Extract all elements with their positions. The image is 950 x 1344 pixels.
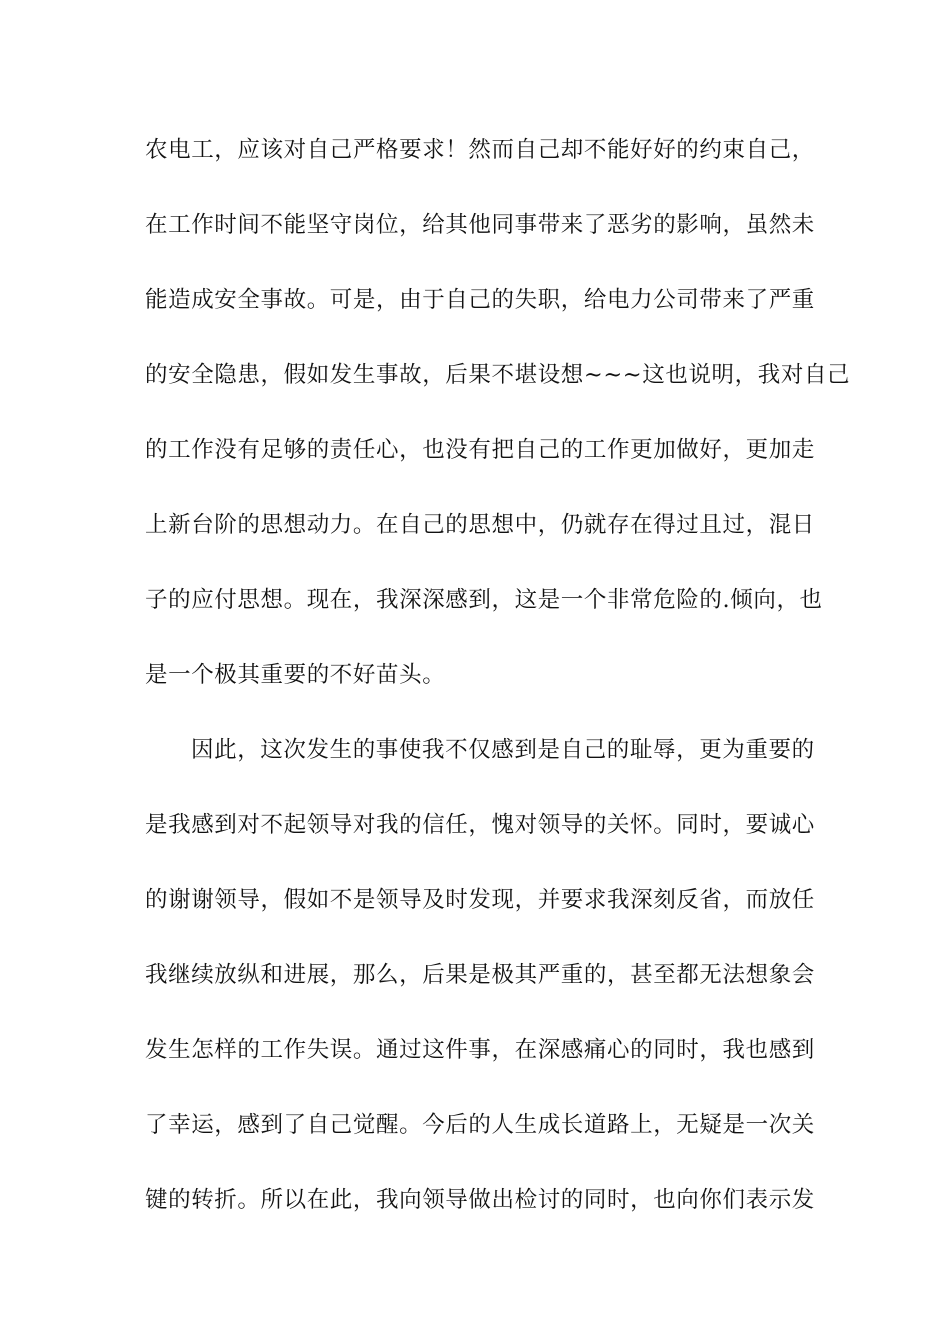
paragraph-2-line-4: 我继续放纵和进展，那么，后果是极其严重的，甚至都无法想象会 [145, 962, 815, 988]
document-body [145, 128, 851, 1253]
paragraph-1-line-3: 能造成安全事故。可是，由于自己的失职，给电力公司带来了严重 [145, 287, 815, 313]
paragraph-1-line-4: 的安全隐患，假如发生事故，后果不堪设想~~~这也说明，我对自己 [145, 362, 851, 388]
paragraph-2-line-1: 因此，这次发生的事使我不仅感到是自己的耻辱，更为重要的 [191, 737, 815, 763]
paragraph-1-line-8: 是一个极其重要的不好苗头。 [145, 662, 446, 688]
paragraph-1-line-5: 的工作没有足够的责任心，也没有把自己的工作更加做好，更加走 [145, 437, 815, 463]
paragraph-2-line-3: 的谢谢领导，假如不是领导及时发现，并要求我深刻反省，而放任 [145, 887, 815, 913]
paragraph-2-line-6: 了幸运，感到了自己觉醒。今后的人生成长道路上，无疑是一次关 [145, 1112, 815, 1138]
paragraph-1-line-2: 在工作时间不能坚守岗位，给其他同事带来了恶劣的影响，虽然未 [145, 212, 815, 238]
paragraph-1-line-7: 子的应付思想。现在，我深深感到，这是一个非常危险的.倾向，也 [145, 587, 823, 613]
paragraph-1-line-1: 农电工，应该对自己严格要求！然而自己却不能好好的约束自己， [145, 137, 815, 163]
paragraph-1-line-6: 上新台阶的思想动力。在自己的思想中，仍就存在得过且过，混日 [145, 512, 815, 538]
paragraph-2-line-2: 是我感到对不起领导对我的信任，愧对领导的关怀。同时，要诚心 [145, 812, 815, 838]
paragraph-2-line-5: 发生怎样的工作失误。通过这件事，在深感痛心的同时，我也感到 [145, 1037, 815, 1063]
paragraph-2-line-7: 键的转折。所以在此，我向领导做出检讨的同时，也向你们表示发 [145, 1187, 815, 1213]
